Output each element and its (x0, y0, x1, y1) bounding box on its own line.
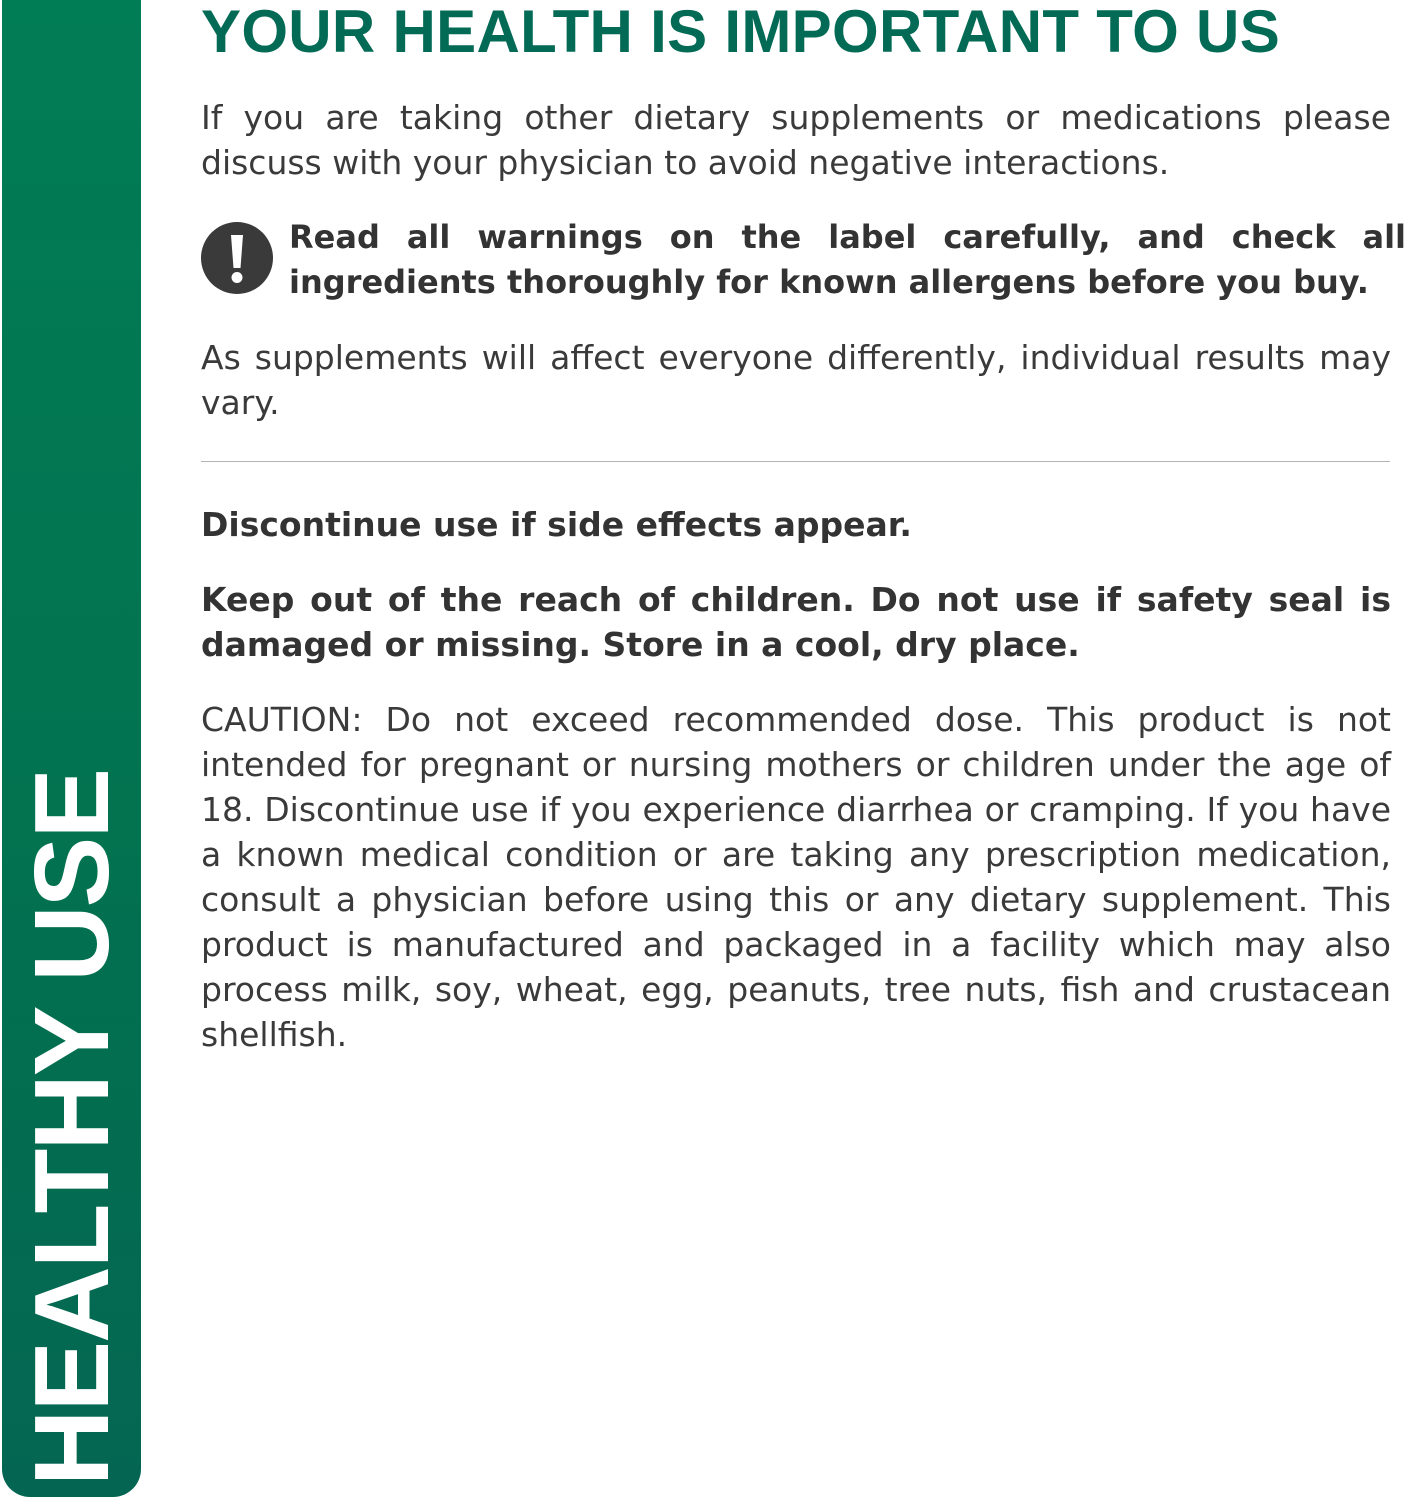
warning-notice (201, 215, 1406, 305)
warning-text: Read all warnings on the label carefully, and check all ingredients thoroughly for known allergens before you buy. (289, 218, 1406, 301)
storage-notice: Keep out of the reach of children. Do not use if safety seal is damaged or missing. Store in a cool, dry place. (201, 580, 1391, 664)
page-title: YOUR HEALTH IS IMPORTANT TO US (201, 0, 1281, 65)
discontinue-notice: Discontinue use if side effects appear. (201, 505, 912, 544)
side-banner-label: HEALTHY USE (13, 769, 131, 1487)
section-divider (201, 461, 1390, 462)
side-banner (2, 0, 141, 1497)
exclamation-circle-icon (201, 222, 273, 294)
results-note: As supplements will affect everyone differently, individual results may vary. (201, 338, 1391, 422)
caution-paragraph: CAUTION: Do not exceed recommended dose. This product is not intended for pregnant or nursing mothers or children under the age of 18. Discontinue use if you experience diarrhea or cramping. If you have a known medical condition or are taking any prescription medication, consult a physician before using this or any dietary supplement. This product is manufactured and packaged in a facility which may also process milk, soy, wheat, egg, peanuts, tree nuts, fish and crustacean shellfish. (201, 700, 1391, 1054)
intro-paragraph: If you are taking other dietary supplements or medications please discuss with your physician to avoid negative interactions. (201, 98, 1391, 182)
